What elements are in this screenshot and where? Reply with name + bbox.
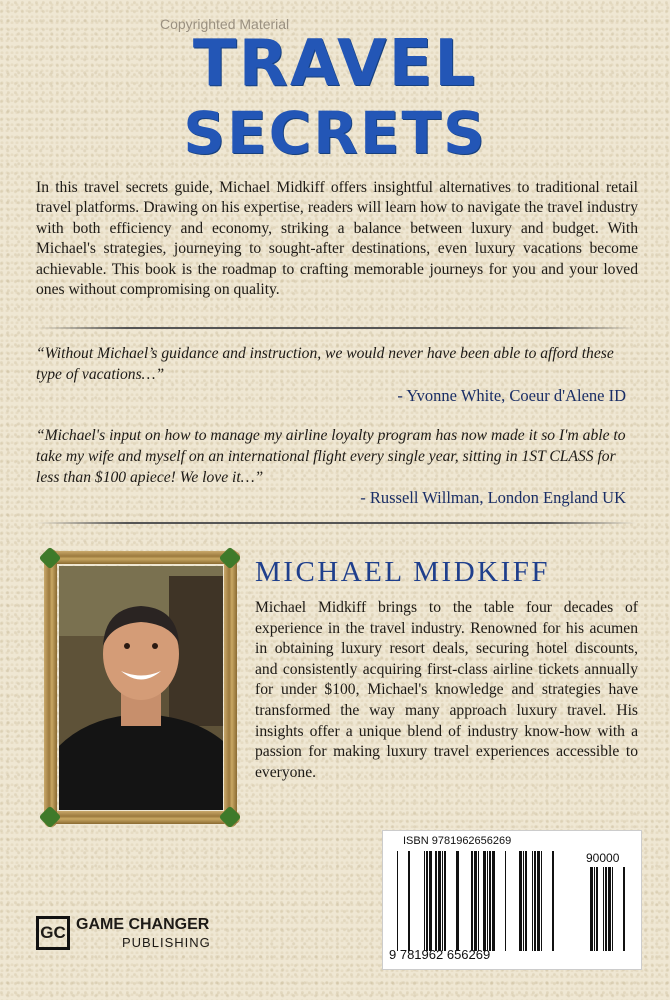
book-title <box>0 27 670 167</box>
barcode-bar <box>532 851 533 951</box>
barcode-bar <box>489 851 491 951</box>
barcode-bar <box>519 851 522 951</box>
barcode-bar <box>397 851 398 951</box>
barcode-bar <box>552 851 554 951</box>
barcode-bar <box>444 851 446 951</box>
barcode-bar <box>456 851 459 951</box>
barcode-bar <box>474 851 477 951</box>
testimonial-quote-2: “Michael's input on how to manage my airline loyalty program has now made it so I'm able to take my wife and myself on an international flight every single year, sitting in 1ST CLASS for less than $100 apiece! We love it…” <box>36 427 626 486</box>
barcode-bar <box>523 851 524 951</box>
price-code: 90000 <box>586 851 620 865</box>
barcode-bar <box>608 867 611 951</box>
barcode-bar <box>478 851 479 951</box>
barcode-bar <box>429 851 432 951</box>
barcode-bar <box>424 851 425 951</box>
barcode-bar <box>438 851 441 951</box>
barcode-bar <box>596 867 598 951</box>
barcode-bar <box>505 851 506 951</box>
testimonial-attribution-1: - Yvonne White, Coeur d'Alene ID <box>397 386 626 405</box>
barcode-bar <box>487 851 488 951</box>
barcode-bar <box>435 851 437 951</box>
barcode-bars <box>397 851 567 951</box>
barcode-bar <box>442 851 443 951</box>
barcode-bar <box>594 867 595 951</box>
barcode-bar <box>426 851 428 951</box>
intro-paragraph: In this travel secrets guide, Michael Midkiff offers insightful alternatives to traditional retail travel platforms. Drawing on his expertise, readers will learn how to navigate the travel industry with both efficiency and economy, striking a balance between luxury and budget. With Michael's strategies, journeying to sought-after destinations, even luxury vacations become achievable. This book is the roadmap to crafting memorable journeys for you and your loved ones without compromising on quality. <box>36 179 638 299</box>
testimonial-quote-1: “Without Michael’s guidance and instruction, we would never have been able to afford these type of vacations…” <box>36 345 614 383</box>
barcode-bar <box>483 851 486 951</box>
barcode-bar <box>623 867 625 951</box>
isbn-barcode <box>382 830 642 970</box>
barcode-bar <box>408 851 410 951</box>
barcode-supplement-bars <box>581 867 631 951</box>
barcode-bar <box>525 851 527 951</box>
publisher-subtitle: PUBLISHING <box>122 935 211 950</box>
publisher-name: GAME CHANGER <box>76 916 210 933</box>
author-photo-frame <box>42 549 240 827</box>
copyright-watermark: Copyrighted Material <box>160 16 290 32</box>
title-line-1: TRAVEL <box>192 27 478 101</box>
barcode-bar <box>612 867 613 951</box>
isbn-digits: 9 781962 656269 <box>389 947 491 962</box>
title-line-2: SECRETS <box>183 99 487 167</box>
barcode-bar <box>534 851 536 951</box>
barcode-bar <box>605 867 607 951</box>
barcode-bar <box>541 851 542 951</box>
barcode-bar <box>471 851 473 951</box>
divider-bottom <box>36 522 636 524</box>
divider-top <box>36 327 636 329</box>
testimonial-attribution-2: - Russell Willman, London England UK <box>360 488 626 507</box>
author-name: MICHAEL MIDKIFF <box>255 556 551 588</box>
publisher-mark: GC <box>36 916 70 950</box>
barcode-bar <box>537 851 540 951</box>
barcode-bar <box>590 867 593 951</box>
barcode-bar <box>603 867 604 951</box>
barcode-bar <box>492 851 495 951</box>
isbn-label: ISBN 9781962656269 <box>403 835 512 847</box>
author-photo <box>59 566 223 810</box>
author-bio: Michael Midkiff brings to the table four decades of experience in the travel industry. Renowned for his acumen in obtaining luxury resort deals, securing hotel discounts, and consistently acquiring first-class airline tickets annually for under $100, Michael's knowledge and strategies have transformed the way many approach luxury travel. His insights offer a unique blend of industry know-how with a passion for making luxury travel experiences accessible to everyone. <box>255 599 638 781</box>
